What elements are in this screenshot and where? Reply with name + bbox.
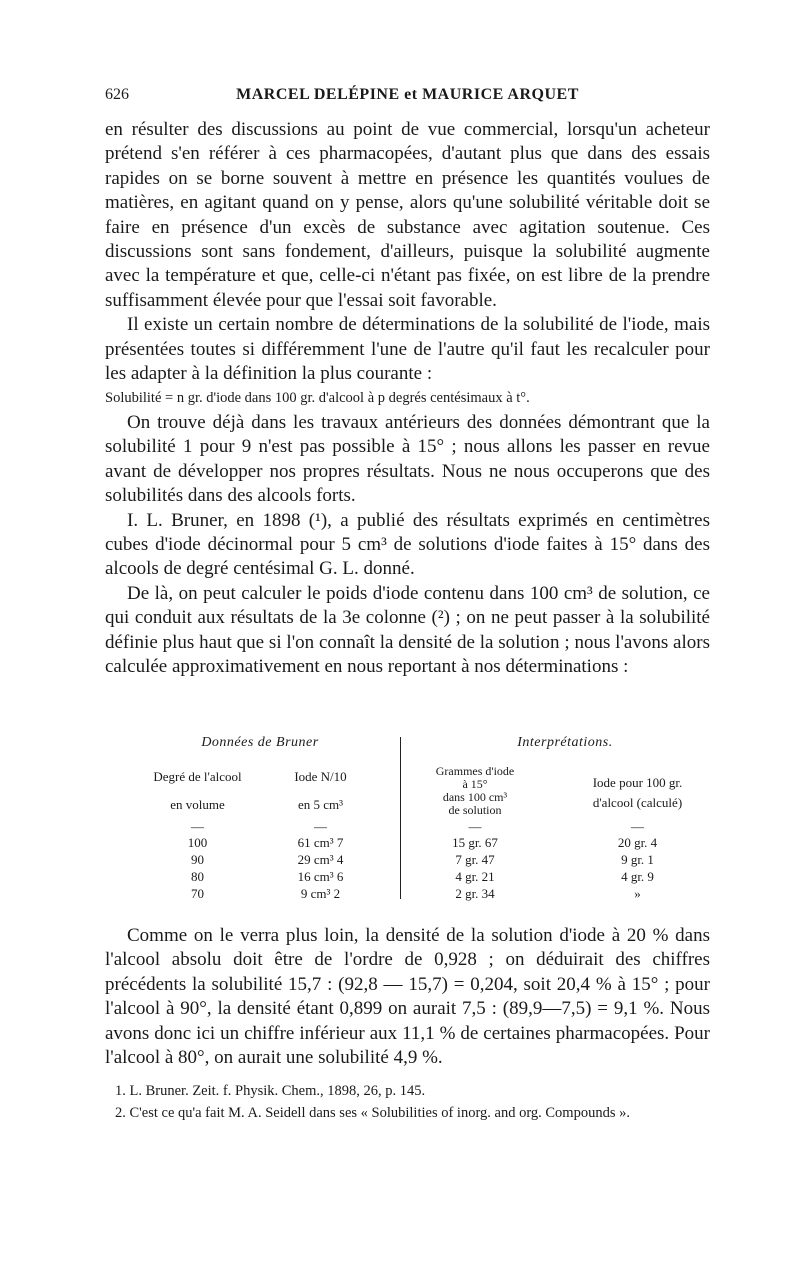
table-divider (400, 737, 401, 899)
col1-header-line2: en volume (170, 797, 225, 812)
paragraph-5: De là, on peut calculer le poids d'iode contenu dans 100 cm³ de solution, ce qui conduit aux résultats de la 3e colonne (²) ; on ne peut passer à la solubilité définie plus haut que si l'on connaît la densité de la solution ; nous l'avons alors calculée approximativement en nous reportant à nos déterminations : (105, 582, 710, 677)
col1-header-line1: Degré de l'alcool (153, 769, 242, 784)
paragraph-4: I. L. Bruner, en 1898 (¹), a publié des résultats exprimés en centimètres cubes d'iode décinormal pour 5 cm³ de solutions d'iode faites à 15° dans des alcools de degré centésimal G. L. donné. (105, 509, 710, 580)
body-text (105, 118, 710, 679)
solubility-formula: Solubilité = n gr. d'iode dans 100 gr. d'alcool à p degrés centésimaux à t°. (105, 390, 530, 407)
page-header (105, 86, 710, 110)
cell-grammes: 7 gr. 47 (455, 852, 495, 867)
cell-pour100: 20 gr. 4 (617, 835, 658, 850)
cell-iode: 9 cm³ 2 (300, 886, 341, 901)
group-header-left: Données de Bruner (201, 735, 319, 750)
col3-header-line3: dans 100 cm³ (442, 790, 508, 804)
cell-iode: 61 cm³ 7 (297, 835, 344, 850)
cell-alcool: 70 (191, 886, 204, 901)
footnote-2: 2. C'est ce qu'a fait M. A. Seidell dans ses « Solubilities of inorg. and org. Compounds ». (115, 1105, 630, 1121)
col3-header-line4: de solution (448, 803, 502, 817)
col1-dash: — (191, 819, 204, 834)
conclusion-text (105, 924, 710, 1070)
paragraph-6: Comme on le verra plus loin, la densité de la solution d'iode à 20 % dans l'alcool absolu doit être de l'ordre de 0,928 ; on déduirait des chiffres précédents la solubilité 15,7 : (92,8 — 15,7) = 0,204, soit 20,4 % à 15° ; pour l'alcool à 90°, la densité étant 0,899 on aurait 7,5 : (89,9—7,5) = 9,1 %. Nous avons donc ici un chiffre inférieur aux 11,1 % de certaines pharmacopées. Pour l'alcool à 80°, on aurait une solubilité 4,9 %. (105, 925, 710, 1069)
col2-header-line2: en 5 cm³ (297, 797, 344, 812)
running-head: MARCEL DELÉPINE et MAURICE ARQUET (236, 86, 579, 103)
group-header-right: Interprétations. (517, 735, 613, 750)
col4-dash: — (631, 819, 644, 834)
cell-iode: 29 cm³ 4 (297, 852, 344, 867)
cell-grammes: 4 gr. 21 (455, 869, 495, 884)
col3-header-line1: Grammes d'iode (435, 764, 515, 778)
cell-grammes: 15 gr. 67 (452, 835, 498, 850)
footnotes (105, 1080, 710, 1124)
col2-dash: — (314, 819, 327, 834)
col4-header-line1: Iode pour 100 gr. (592, 775, 683, 790)
footnote-1: 1. L. Bruner. Zeit. f. Physik. Chem., 1898, 26, p. 145. (115, 1083, 426, 1099)
cell-pour100: 4 gr. 9 (621, 869, 654, 884)
cell-alcool: 80 (191, 869, 204, 884)
col3-dash: — (468, 819, 482, 834)
paragraph-2: Il existe un certain nombre de déterminations de la solubilité de l'iode, mais présentées toutes si différemment l'une de l'autre qu'il faut les recalculer pour les adapter à la définition la plus courante : (105, 314, 710, 385)
bruner-table (140, 735, 715, 905)
paragraph-3: On trouve déjà dans les travaux antérieurs des données démontrant que la solubilité 1 pour 9 n'est pas possible à 15° ; nous allons les passer en revue avant de développer nos propres résultats. Nous ne nous occuperons que des solubilités dans des alcools forts. (105, 411, 710, 507)
cell-iode: 16 cm³ 6 (297, 869, 344, 884)
col4-header-line2: d'alcool (calculé) (592, 795, 683, 810)
col2-header-line1: Iode N/10 (294, 769, 347, 784)
cell-pour100: » (634, 886, 641, 901)
cell-alcool: 90 (191, 852, 204, 867)
page-number: 626 (105, 86, 129, 103)
col3-header-line2: à 15° (462, 777, 488, 791)
cell-grammes: 2 gr. 34 (455, 886, 495, 901)
paragraph-1: en résulter des discussions au point de vue commercial, lorsqu'un acheteur prétend s'en référer à ces pharmacopées, d'autant plus que dans des essais rapides on se borne souvent à mettre en présence les quantités voulues de matières, en agitant quand on y pense, alors qu'une solubilité véritable doit se faire en présence d'un excès de substance avec agitation soutenue. Ces discussions sont sans fondement, d'ailleurs, puisque la solubilité augmente avec la température et que, celle-ci n'étant pas fixée, on est libre de la prendre suffisamment élevée pour que l'essai soit favorable. (105, 119, 710, 311)
cell-pour100: 9 gr. 1 (621, 852, 654, 867)
cell-alcool: 100 (187, 835, 208, 850)
